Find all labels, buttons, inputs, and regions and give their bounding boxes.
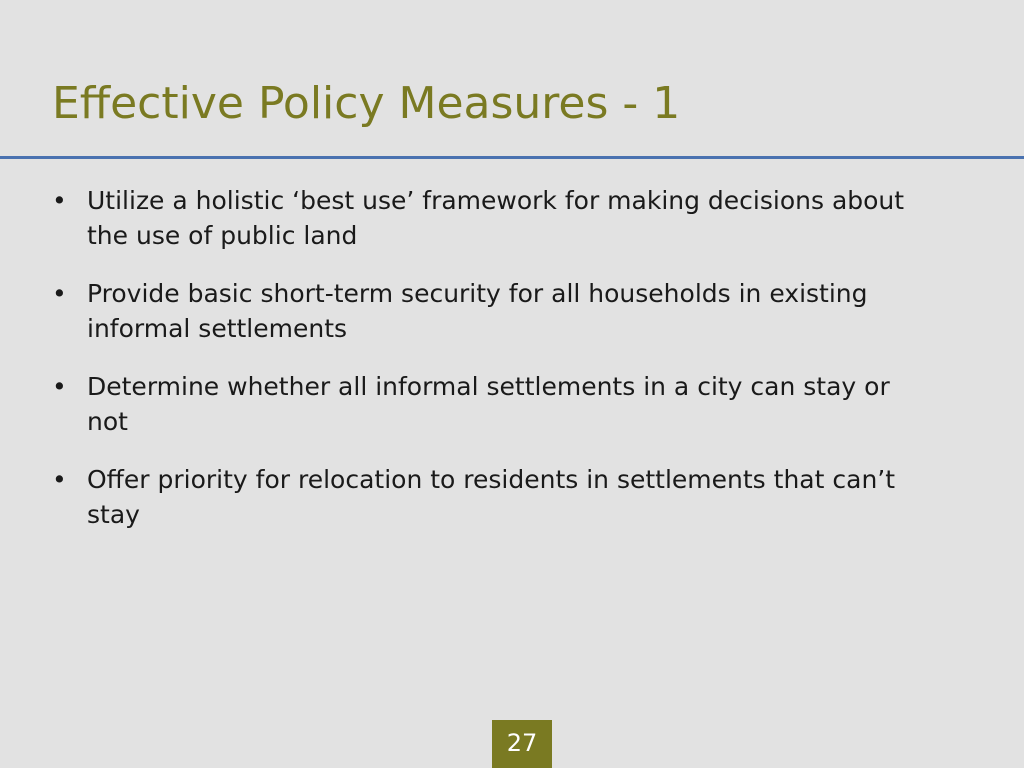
bullet-list (52, 184, 932, 556)
bullet-item-2 (52, 277, 932, 346)
page-number-badge: 27 (492, 720, 552, 768)
bullet-text: Utilize a holistic ‘best use’ framework for making decisions about the use of public land (87, 186, 905, 250)
bullet-dot: • (52, 279, 67, 308)
bullet-item-4 (52, 463, 932, 532)
title-divider (0, 156, 1024, 159)
bullet-dot: • (52, 186, 67, 215)
bullet-item-3 (52, 370, 932, 439)
bullet-text: Provide basic short-term security for all households in existing informal settlements (87, 279, 868, 343)
bullet-dot: • (52, 372, 67, 401)
bullet-text: Offer priority for relocation to residents in settlements that can’t stay (87, 465, 896, 529)
slide-title: Effective Policy Measures - 1 (52, 78, 681, 129)
bullet-text: Determine whether all informal settlements in a city can stay or not (87, 372, 890, 436)
bullet-item-1 (52, 184, 932, 253)
bullet-dot: • (52, 465, 67, 494)
